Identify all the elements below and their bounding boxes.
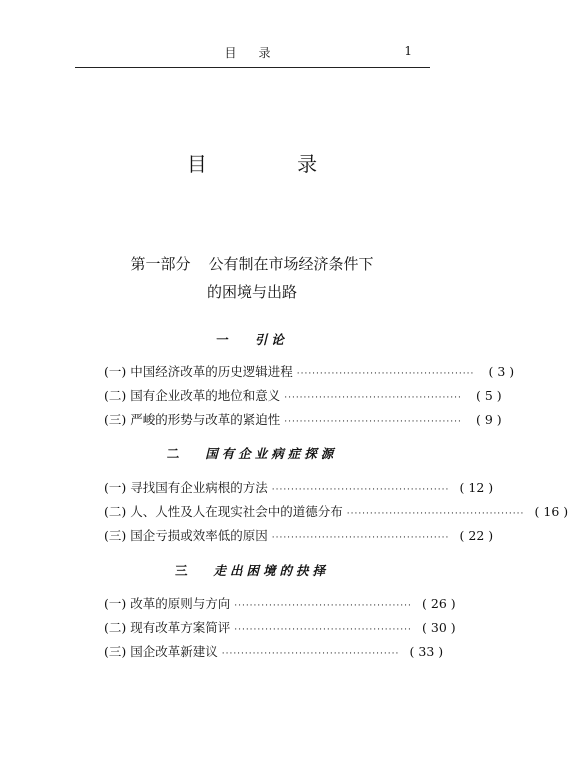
toc-entry-text: (二) 国有企业改革的地位和意义	[104, 388, 281, 403]
toc-entry-page: ( 33 )	[409, 644, 444, 659]
toc-entry-page: ( 12 )	[459, 480, 494, 495]
dot-leader: ··············································	[271, 485, 450, 495]
page-number: 1	[404, 44, 412, 58]
toc-entry-text: (三) 国企亏损或效率低的原因	[104, 528, 268, 543]
dot-leader: ··············································	[234, 625, 412, 635]
header-rule	[75, 67, 430, 68]
section-number: 三	[174, 563, 188, 578]
toc-entry[interactable]	[104, 502, 569, 522]
dot-leader: ··············································	[296, 369, 475, 379]
toc-entry[interactable]	[104, 594, 456, 614]
section-heading	[0, 561, 504, 579]
dot-leader: ··············································	[284, 393, 462, 403]
section-heading	[0, 444, 504, 462]
toc-entry-page: ( 26 )	[422, 596, 456, 611]
page-title: 目 录	[186, 152, 360, 176]
toc-entry-page: ( 22 )	[459, 528, 494, 543]
running-head	[75, 44, 420, 64]
toc-entry-text: (二) 人、人性及人在现实社会中的道德分布	[104, 504, 343, 519]
toc-entry-text: (一) 中国经济改革的历史逻辑进程	[104, 364, 293, 379]
toc-entry-text: (一) 寻找国有企业病根的方法	[104, 480, 268, 495]
running-head-title: 目录	[224, 46, 293, 60]
toc-entry[interactable]	[104, 526, 494, 546]
toc-entry-page: ( 9 )	[476, 412, 502, 427]
part-title-line2: 的困境与出路	[206, 283, 297, 301]
toc-entry[interactable]	[104, 478, 494, 498]
toc-entry-page: ( 16 )	[534, 504, 569, 519]
part-label: 第一部分	[130, 255, 191, 273]
section-number: 二	[166, 446, 180, 461]
toc-entry[interactable]	[104, 386, 502, 406]
toc-entry[interactable]	[104, 362, 515, 382]
part-heading	[0, 250, 504, 306]
toc-entry[interactable]	[104, 642, 444, 662]
toc-entry-text: (一) 改革的原则与方向	[104, 596, 231, 611]
dot-leader: ··············································	[346, 509, 525, 519]
section-title: 国有企业病症探源	[205, 446, 338, 461]
part-heading-line1	[0, 250, 504, 278]
toc-entry-text: (三) 严峻的形势与改革的紧迫性	[104, 412, 281, 427]
dot-leader: ··············································	[271, 533, 450, 543]
dot-leader: ··············································	[221, 649, 400, 659]
toc-entry[interactable]	[104, 618, 456, 638]
toc-entry-page: ( 3 )	[488, 364, 515, 379]
toc-entry-page: ( 30 )	[422, 620, 456, 635]
part-title-line1: 公有制在市场经济条件下	[208, 255, 374, 273]
toc-entry-text: (二) 现有改革方案简评	[104, 620, 231, 635]
section-title: 走出困境的抉择	[213, 563, 330, 578]
section-title: 引论	[254, 332, 288, 347]
dot-leader: ··············································	[284, 417, 462, 427]
toc-entry-page: ( 5 )	[476, 388, 502, 403]
toc-entry-text: (三) 国企改革新建议	[104, 644, 218, 659]
section-heading	[0, 330, 504, 348]
toc-entry[interactable]	[104, 410, 502, 430]
dot-leader: ··············································	[234, 601, 412, 611]
section-number: 一	[216, 332, 229, 347]
